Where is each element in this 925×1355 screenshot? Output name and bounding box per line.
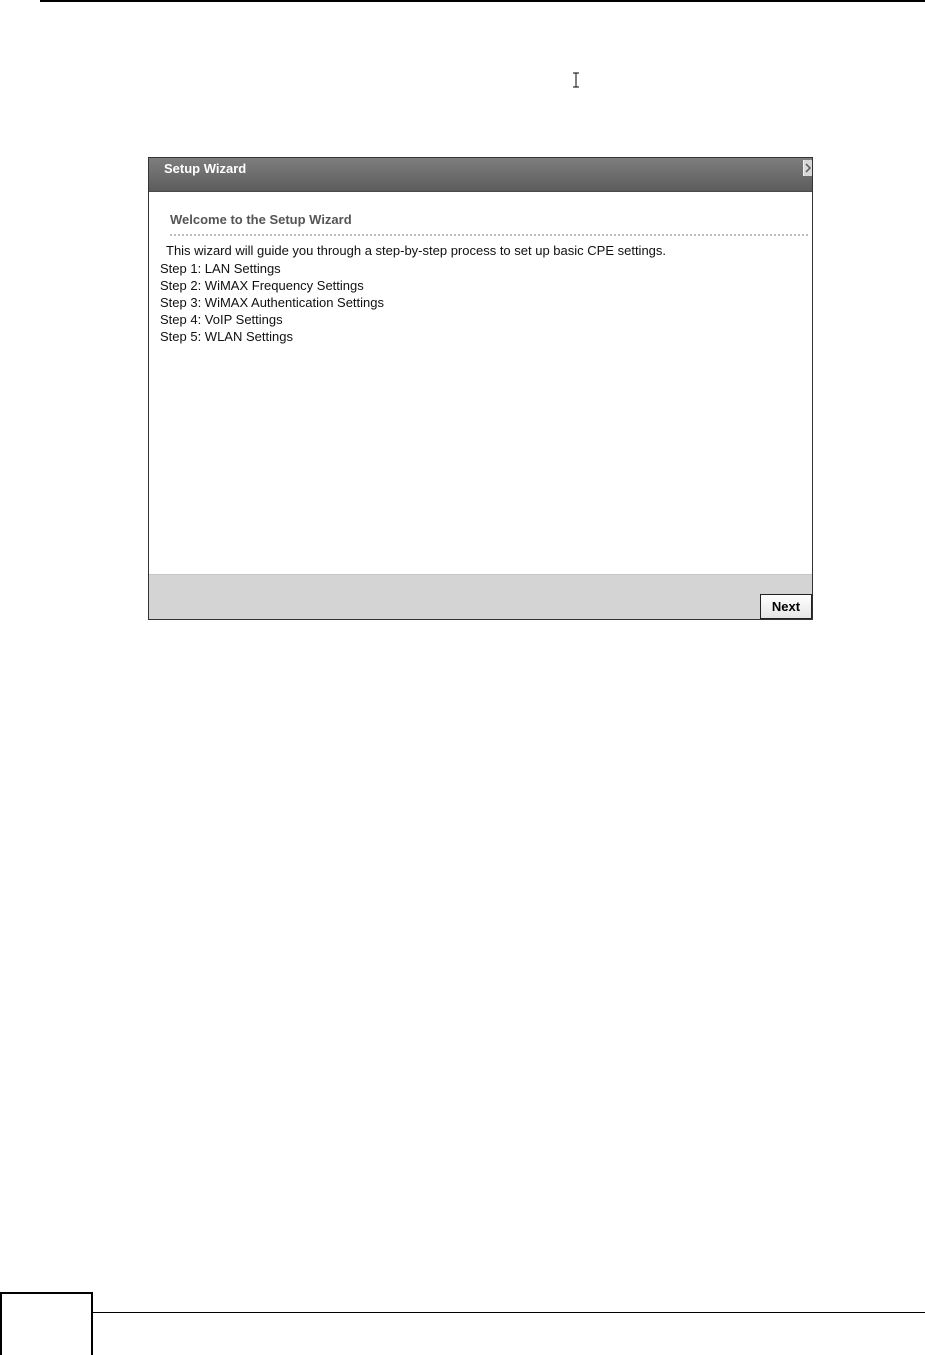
step-item: Step 2: WiMAX Frequency Settings: [160, 278, 364, 293]
text-cursor-icon: [571, 70, 581, 90]
section-title: Welcome to the Setup Wizard: [170, 212, 352, 227]
step-item: Step 3: WiMAX Authentication Settings: [160, 295, 385, 310]
step-item: Step 5: WLAN Settings: [160, 329, 293, 344]
step-item: Step 4: VoIP Settings: [160, 312, 283, 327]
setup-wizard-panel: [148, 157, 813, 620]
wizard-footer: [149, 574, 812, 619]
top-page-rule: [40, 0, 925, 2]
step-item: Step 1: LAN Settings: [160, 261, 281, 276]
wizard-header: [149, 158, 812, 192]
intro-text: This wizard will guide you through a step-by-step process to set up basic CPE settings.: [166, 243, 667, 258]
next-button[interactable]: Next: [760, 594, 812, 619]
page-number-box: [0, 1292, 93, 1355]
bottom-page-rule: [93, 1312, 925, 1313]
section-divider: [170, 234, 808, 236]
wizard-title: Setup Wizard: [164, 161, 247, 176]
steps-list: [160, 260, 384, 345]
chevron-right-icon[interactable]: [803, 160, 812, 176]
